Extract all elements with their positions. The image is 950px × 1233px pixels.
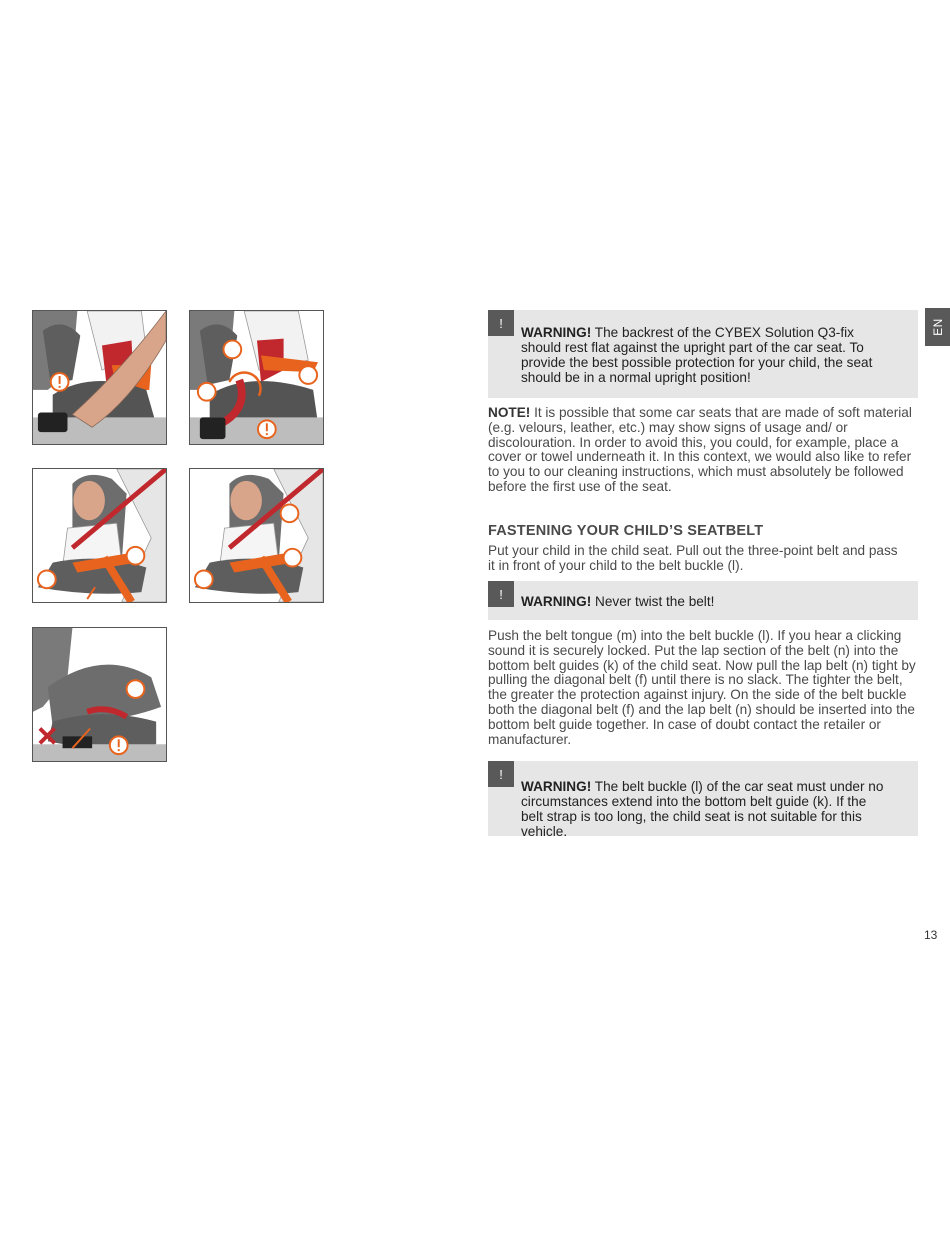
illustration-3 bbox=[32, 468, 167, 603]
warning-text: The backrest of the CYBEX Solution Q3-fix should rest flat against the upright part of the car seat. To provide the best possible protection for your child, the seat should be in a normal upright position! bbox=[521, 325, 873, 385]
illustration-5-drawing bbox=[33, 628, 166, 761]
illustration-4-drawing bbox=[190, 469, 323, 602]
warning-title: WARNING! bbox=[521, 594, 592, 609]
note-title: NOTE! bbox=[488, 405, 531, 420]
warning-icon: ! bbox=[488, 581, 514, 607]
page-number: 13 bbox=[924, 928, 938, 942]
section-heading: FASTENING YOUR CHILD’S SEATBELT bbox=[488, 523, 764, 539]
warning-box-twist bbox=[488, 581, 918, 620]
warning-text: Never twist the belt! bbox=[595, 594, 715, 609]
illustration-1 bbox=[32, 310, 167, 445]
warning-icon: ! bbox=[488, 761, 514, 787]
illustration-1-drawing bbox=[33, 311, 166, 444]
warning-box-backrest bbox=[488, 310, 918, 398]
orange-callout-icon bbox=[258, 420, 276, 438]
illustration-5 bbox=[32, 627, 167, 762]
section-intro: Put your child in the child seat. Pull out the three-point belt and pass it in front of your child to the belt buckle (l). bbox=[488, 543, 898, 573]
orange-callout-icon bbox=[51, 373, 69, 391]
warning-box-buckle bbox=[488, 761, 918, 839]
instructions-paragraph: Push the belt tongue (m) into the belt buckle (l). If you hear a clicking sound it is securely locked. Put the lap section of the belt (n) into the bottom belt guides (k) of the child seat. Now pull the lap belt (n) tight by pulling the diagonal belt (f) until there is no slack. The tighter the belt, the greater the protection against injury. On the side of the belt buckle both the diagonal belt (f) and the lap belt (n) should be inserted into the bottom belt guide together. In case of doubt contact the retailer or manufacturer. bbox=[488, 628, 916, 747]
note-text: It is possible that some car seats that are made of soft material (e.g. velours, leather, etc.) may show signs of usage and/ or discolouration. In order to avoid this, you could, for example, place a cover or towel underneath it. In this context, we would also like to refer to you to our cleaning instructions, which must absolutely be followed before the first use of the seat. bbox=[488, 405, 912, 494]
warning-title: WARNING! bbox=[521, 325, 592, 340]
warning-title: WARNING! bbox=[521, 779, 592, 794]
illustration-4 bbox=[189, 468, 324, 603]
warning-text: The belt buckle (l) of the car seat must under no circumstances extend into the bottom belt guide (k). If the belt strap is too long, the child seat is not suitable for this vehicle. bbox=[521, 779, 884, 839]
illustration-3-drawing bbox=[33, 469, 166, 602]
illustration-2 bbox=[189, 310, 324, 445]
orange-callout-icon bbox=[110, 736, 128, 754]
warning-icon: ! bbox=[488, 310, 514, 336]
illustration-2-drawing bbox=[190, 311, 323, 444]
note-paragraph bbox=[488, 406, 920, 495]
language-tab: EN bbox=[925, 308, 950, 346]
